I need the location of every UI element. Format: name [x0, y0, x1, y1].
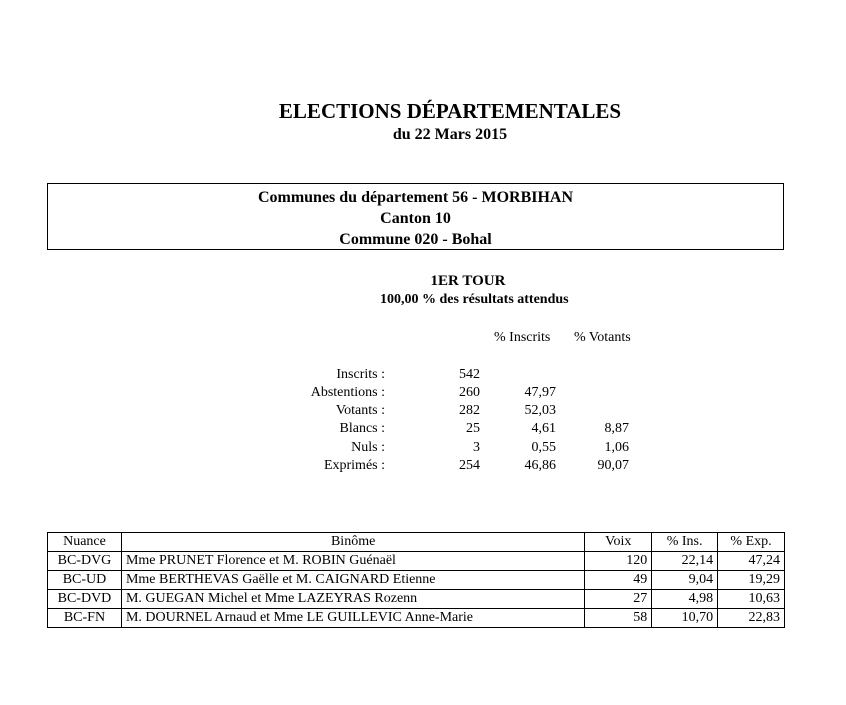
- cell-binome: M. GUEGAN Michel et Mme LAZEYRAS Rozenn: [121, 590, 584, 609]
- commune-box: [47, 183, 784, 250]
- stats-pct-votants: 1,06: [604, 440, 629, 455]
- stats-pct-inscrits: 47,97: [524, 385, 556, 400]
- cell-pct-exp: 10,63: [718, 590, 785, 609]
- stats-label: Nuls :: [351, 440, 385, 455]
- cell-pct-ins: 10,70: [652, 609, 718, 628]
- stats-value: 254: [459, 458, 480, 473]
- results-expected: 100,00 % des résultats attendus: [380, 292, 569, 307]
- stats-pct-inscrits: 4,61: [531, 421, 556, 436]
- cell-pct-exp: 22,83: [718, 609, 785, 628]
- col-header-pct-ins: % Ins.: [652, 533, 718, 552]
- cell-nuance: BC-DVG: [48, 552, 122, 571]
- cell-pct-ins: 22,14: [652, 552, 718, 571]
- results-header-row: [48, 533, 785, 552]
- stats-value: 260: [459, 385, 480, 400]
- page-subtitle: du 22 Mars 2015: [392, 126, 508, 143]
- cell-voix: 27: [585, 590, 652, 609]
- stats-label: Votants :: [335, 403, 385, 418]
- stats-value: 542: [459, 367, 480, 382]
- commune-line: Commune 020 - Bohal: [339, 231, 492, 248]
- stats-label: Blancs :: [339, 421, 385, 436]
- table-row: [48, 609, 785, 628]
- stats-value: 25: [466, 421, 480, 436]
- col-header-nuance: Nuance: [48, 533, 122, 552]
- stats-pct-inscrits: 46,86: [524, 458, 556, 473]
- stats-label: Abstentions :: [310, 385, 385, 400]
- stats-pct-inscrits: 52,03: [524, 403, 556, 418]
- stats-row-abstentions: [0, 385, 846, 403]
- cell-nuance: BC-FN: [48, 609, 122, 628]
- cell-pct-exp: 19,29: [718, 571, 785, 590]
- stats-pct-inscrits: 0,55: [531, 440, 556, 455]
- stats-row-blancs: [0, 421, 846, 439]
- cell-voix: 49: [585, 571, 652, 590]
- cell-binome: Mme BERTHEVAS Gaëlle et M. CAIGNARD Etienne: [121, 571, 584, 590]
- col-header-pct-exp: % Exp.: [718, 533, 785, 552]
- stats-row-inscrits: [0, 367, 846, 385]
- table-row: [48, 552, 785, 571]
- cell-nuance: BC-UD: [48, 571, 122, 590]
- stats-row-nuls: [0, 440, 846, 458]
- page-title: ELECTIONS DÉPARTEMENTALES: [278, 99, 622, 123]
- cell-voix: 120: [585, 552, 652, 571]
- cell-pct-exp: 47,24: [718, 552, 785, 571]
- stats-label: Inscrits :: [336, 367, 385, 382]
- tour-label: 1ER TOUR: [430, 273, 506, 289]
- col-header-voix: Voix: [585, 533, 652, 552]
- cell-nuance: BC-DVD: [48, 590, 122, 609]
- cell-pct-ins: 4,98: [652, 590, 718, 609]
- stats-value: 3: [473, 440, 480, 455]
- cell-voix: 58: [585, 609, 652, 628]
- stats-row-exprimes: [0, 458, 846, 476]
- stats-label: Exprimés :: [323, 458, 385, 473]
- stats-pct-votants: 90,07: [597, 458, 629, 473]
- cell-binome: M. DOURNEL Arnaud et Mme LE GUILLEVIC Anne-Marie: [121, 609, 584, 628]
- stats-pct-votants: 8,87: [604, 421, 629, 436]
- results-table: [47, 532, 785, 628]
- col-header-binome: Binôme: [121, 533, 584, 552]
- col-header-pct-inscrits: % Inscrits: [494, 330, 551, 345]
- canton-line: Canton 10: [380, 210, 451, 227]
- cell-pct-ins: 9,04: [652, 571, 718, 590]
- col-header-pct-votants: % Votants: [574, 330, 631, 345]
- table-row: [48, 571, 785, 590]
- table-row: [48, 590, 785, 609]
- stats-row-votants: [0, 403, 846, 421]
- stats-value: 282: [459, 403, 480, 418]
- cell-binome: Mme PRUNET Florence et M. ROBIN Guénaël: [121, 552, 584, 571]
- department-line: Communes du département 56 - MORBIHAN: [257, 189, 574, 206]
